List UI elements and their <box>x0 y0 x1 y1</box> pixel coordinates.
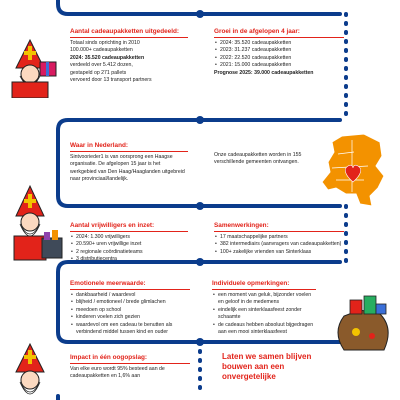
list-item: • 100+ zakelijke vrienden van Sinterklaas <box>214 249 344 256</box>
stats-line: 100.000+ cadeaupakketten <box>70 47 133 54</box>
volunteers-divider <box>70 231 188 232</box>
list-item: • eindelijk een sinterklaasfeest zonder schaamte <box>212 307 316 322</box>
volunteers-title: Aantal vrijwilligers en inzet: <box>70 222 155 229</box>
list-item: • een moment van geluk, bijzonder voelen en geloof in de medemens <box>212 292 316 307</box>
list-item: • 382 intermediairs (aanvragers van cadeaupakketten) <box>214 241 344 248</box>
emotional-divider <box>70 289 190 290</box>
cooperation-list <box>214 234 344 256</box>
emotional-title: Emotionele meerwaarde: <box>70 280 146 287</box>
emotional-section <box>70 280 190 336</box>
impact-text: Van elke euro wordt 95% besteed aan de cadeaupakketten en 1,6% aan <box>70 365 165 380</box>
netherlands-map-illustration <box>318 132 388 208</box>
netherlands-text: Sintvoorieder1 is van oorsprong een Haagse organisatie. De afgelopen 15 jaar is het werkgebied van Den Haag/Haaglanden uitgebreid naar provinciaal/landelijk. <box>70 153 185 183</box>
sint-with-box-illustration <box>4 178 66 264</box>
volunteers-list <box>70 234 188 264</box>
sint-with-gift-illustration <box>4 20 62 98</box>
netherlands-divider <box>70 151 188 152</box>
stats-line: Totaal sinds oprichting in 2010 <box>70 39 140 46</box>
list-item: • 2022: 22.520 cadeaupakketten <box>214 55 344 62</box>
stats-line: 2024: 35.520 cadeaupakketten <box>70 54 145 61</box>
list-item: • 2021: 15.000 cadeaupakketten <box>214 62 344 69</box>
volunteers-section <box>70 222 188 264</box>
list-item: • waardevol om een cadeau te benutten als verbindend middel tussen kind en ouder <box>70 322 190 337</box>
individual-section <box>212 280 316 336</box>
individual-list <box>212 292 316 336</box>
list-item: • meedoen op school <box>70 307 190 314</box>
cta-section <box>222 352 322 382</box>
list-item: • de cadeaus hebben absoluut bijgedragen aan een mooi sinterklaasfeest <box>212 322 316 337</box>
stats-line: verdeeld over 5.412 dozen, <box>70 62 133 69</box>
cooperation-divider <box>214 231 344 232</box>
individual-title: Individuele opmerkingen: <box>212 280 290 287</box>
stats-line: vervoerd door 13 transport partners <box>70 77 152 84</box>
list-item: • 20.590+ uren vrijwillige inzet <box>70 241 188 248</box>
gift-sack-illustration <box>330 292 396 352</box>
municipalities-text: Onze cadeaupakketten worden in 155 verschillende gemeenten ontvangen. <box>214 152 302 166</box>
impact-section <box>70 354 190 381</box>
individual-divider <box>212 289 316 290</box>
cta-title: Laten we samen blijven bouwen aan een onvergetelijke <box>222 352 312 381</box>
list-item: • 2024: 35.520 cadeaupakketten <box>214 40 344 47</box>
list-item: • 2023: 31.237 cadeaupakketten <box>214 47 344 54</box>
impact-divider <box>70 363 190 364</box>
impact-title: Impact in één oogopslag: <box>70 354 148 361</box>
list-item: • dankbaarheid / waardevol <box>70 292 190 299</box>
list-item: • blijheid / emotioneel / brede glimlachen <box>70 299 190 306</box>
cooperation-title: Samenwerkingen: <box>214 222 269 229</box>
list-item: • kinderen voelen zich gezien <box>70 314 190 321</box>
growth-title: Groei in de afgelopen 4 jaar: <box>214 28 300 35</box>
emotional-list <box>70 292 190 336</box>
list-item: • 3 distributiecentra <box>70 256 188 263</box>
municipalities-section <box>214 152 314 167</box>
list-item: • 2024: 1.300 vrijwilligers <box>70 234 188 241</box>
growth-list <box>214 40 344 70</box>
list-item: • 2 regionale coördinatieteams <box>70 249 188 256</box>
stats-title: Aantal cadeaupakketten uitgedeeld: <box>70 28 180 35</box>
growth-section <box>214 28 344 77</box>
netherlands-section <box>70 142 188 184</box>
sint-bottom-illustration <box>4 340 62 400</box>
list-item: • 17 maatschappelijke partners <box>214 234 344 241</box>
growth-divider <box>214 37 344 38</box>
stats-section <box>70 28 188 84</box>
stats-divider <box>70 37 188 38</box>
growth-prognosis: Prognose 2025: 39.000 cadeaupakketten <box>214 69 314 76</box>
cooperation-section <box>214 222 344 256</box>
stats-line: gestapeld op 271 pallets <box>70 69 127 76</box>
netherlands-title: Waar in Nederland: <box>70 142 128 149</box>
